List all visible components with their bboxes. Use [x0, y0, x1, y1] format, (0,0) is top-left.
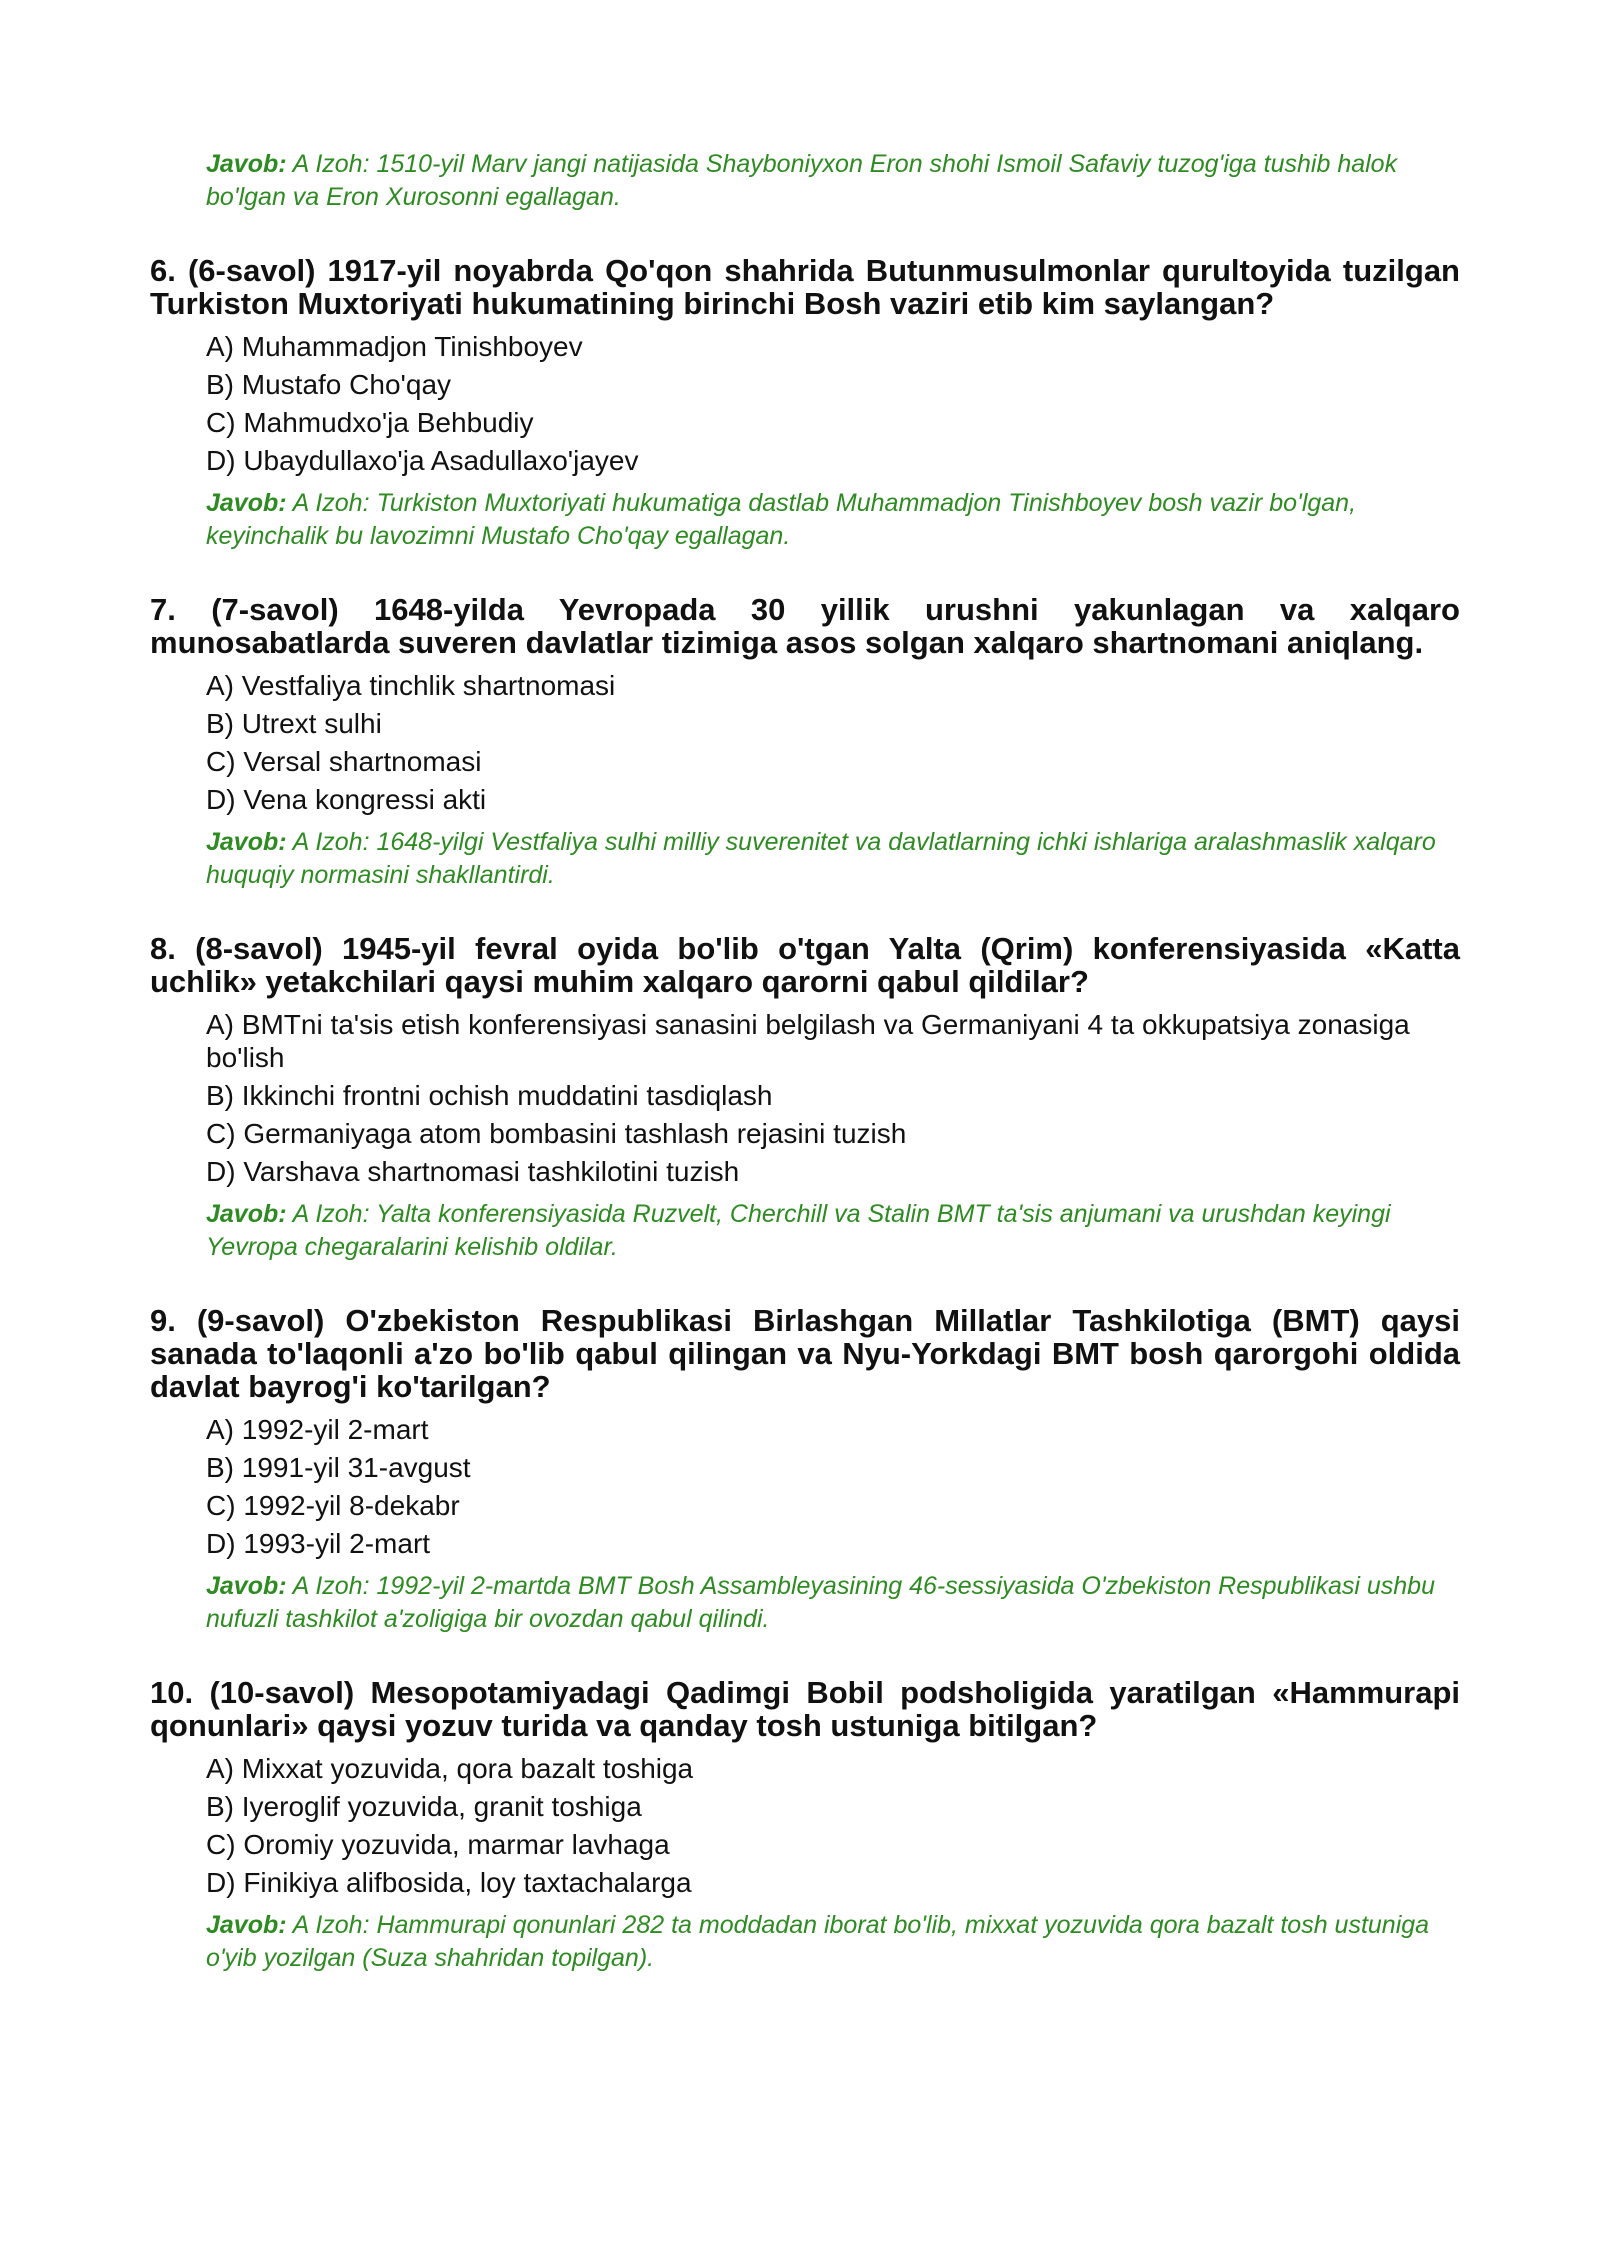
- options-list: [206, 1413, 1460, 1560]
- question-10: [150, 1676, 1460, 1975]
- answer-explanation: [206, 1570, 1460, 1636]
- answer-text: A Izoh: Hammurapi qonunlari 282 ta moddadan iborat bo'lib, mixxat yozuvida qora bazalt tosh ustuniga o'yib yozilgan (Suza shahridan topilgan).: [206, 1911, 1430, 1972]
- option-b: B) Ikkinchi frontni ochish muddatini tasdiqlash: [206, 1080, 773, 1111]
- question-text: 8. (8-savol) 1945-yil fevral oyida bo'lib o'tgan Yalta (Qrim) konferensiyasida «Katta uchlik» yetakchilari qaysi muhim xalqaro qarorni qabul qildilar?: [150, 931, 1460, 999]
- option-d: D) 1993-yil 2-mart: [206, 1528, 431, 1559]
- option-c: C) Versal shartnomasi: [206, 746, 482, 777]
- option-b: B) 1991-yil 31-avgust: [206, 1452, 471, 1483]
- answer-label: Javob:: [206, 1200, 287, 1228]
- answer-explanation: [206, 148, 1460, 214]
- option-a: A) Muhammadjon Tinishboyev: [206, 331, 583, 362]
- option-b: B) Iyeroglif yozuvida, granit toshiga: [206, 1791, 642, 1822]
- option-d: D) Ubaydullaxo'ja Asadullaxo'jayev: [206, 445, 639, 476]
- document-content: [150, 148, 1460, 1975]
- answer-label: Javob:: [206, 828, 287, 856]
- option-d: D) Finikiya alifbosida, loy taxtachalarga: [206, 1867, 692, 1898]
- answer-explanation: [206, 1198, 1460, 1264]
- option-a: A) 1992-yil 2-mart: [206, 1414, 429, 1445]
- answer-label: Javob:: [206, 1911, 287, 1939]
- answer-label: Javob:: [206, 489, 287, 517]
- option-d: D) Vena kongressi akti: [206, 784, 487, 815]
- answer-label: Javob:: [206, 1572, 287, 1600]
- answer-text: A Izoh: Yalta konferensiyasida Ruzvelt, Cherchill va Stalin BMT ta'sis anjumani va urushdan keyingi Yevropa chegaralarini kelishib oldilar.: [206, 1200, 1391, 1261]
- option-b: B) Mustafo Cho'qay: [206, 369, 452, 400]
- answer-label: Javob:: [206, 150, 287, 178]
- options-list: [206, 1008, 1460, 1188]
- option-c: C) Germaniyaga atom bombasini tashlash rejasini tuzish: [206, 1118, 907, 1149]
- question-7: [150, 593, 1460, 892]
- option-a: A) BMTni ta'sis etish konferensiyasi sanasini belgilash va Germaniyani 4 ta okkupatsiya zonasiga bo'lish: [206, 1009, 1410, 1073]
- options-list: [206, 1752, 1460, 1899]
- question-text: 10. (10-savol) Mesopotamiyadagi Qadimgi Bobil podsholigida yaratilgan «Hammurapi qonunlari» qaysi yozuv turida va qanday tosh ustuniga bitilgan?: [150, 1675, 1460, 1743]
- answer-text: A Izoh: Turkiston Muxtoriyati hukumatiga dastlab Muhammadjon Tinishboyev bosh vazir bo'lgan, keyinchalik bu lavozimni Mustafo Cho'qay egallagan.: [206, 489, 1357, 550]
- answer-text: A Izoh: 1648-yilgi Vestfaliya sulhi milliy suverenitet va davlatlarning ichki ishlariga aralashmaslik xalqaro huquqiy normasini shakllantirdi.: [206, 828, 1436, 889]
- question-6: [150, 254, 1460, 553]
- answer-text: A Izoh: 1510-yil Marv jangi natijasida Shayboniyxon Eron shohi Ismoil Safaviy tuzog'iga tushib halok bo'lgan va Eron Xurosonni egallagan.: [206, 150, 1398, 211]
- options-list: [206, 669, 1460, 816]
- option-c: C) 1992-yil 8-dekabr: [206, 1490, 460, 1521]
- option-d: D) Varshava shartnomasi tashkilotini tuzish: [206, 1156, 740, 1187]
- question-text: 7. (7-savol) 1648-yilda Yevropada 30 yillik urushni yakunlagan va xalqaro munosabatlarda suveren davlatlar tizimiga asos solgan xalqaro shartnomani aniqlang.: [150, 592, 1460, 660]
- question-text: 9. (9-savol) O'zbekiston Respublikasi Birlashgan Millatlar Tashkilotiga (BMT) qaysi sanada to'laqonli a'zo bo'lib qabul qilingan va Nyu-Yorkdagi BMT bosh qarorgohi oldida davlat bayrog'i ko'tarilgan?: [150, 1303, 1460, 1404]
- question-9: [150, 1304, 1460, 1636]
- question-text: 6. (6-savol) 1917-yil noyabrda Qo'qon shahrida Butunmusulmonlar qurultoyida tuzilgan Turkiston Muxtoriyati hukumatining birinchi Bosh vaziri etib kim saylangan?: [150, 253, 1460, 321]
- option-a: A) Vestfaliya tinchlik shartnomasi: [206, 670, 616, 701]
- answer-explanation: [206, 487, 1460, 553]
- answer-text: A Izoh: 1992-yil 2-martda BMT Bosh Assambleyasining 46-sessiyasida O'zbekiston Respublikasi ushbu nufuzli tashkilot a'zoligiga bir ovozdan qabul qilindi.: [206, 1572, 1435, 1633]
- option-a: A) Mixxat yozuvida, qora bazalt toshiga: [206, 1753, 694, 1784]
- option-c: C) Mahmudxo'ja Behbudiy: [206, 407, 534, 438]
- option-c: C) Oromiy yozuvida, marmar lavhaga: [206, 1829, 670, 1860]
- answer-explanation: [206, 1909, 1460, 1975]
- options-list: [206, 330, 1460, 477]
- answer-explanation: [206, 826, 1460, 892]
- option-b: B) Utrext sulhi: [206, 708, 382, 739]
- question-8: [150, 932, 1460, 1264]
